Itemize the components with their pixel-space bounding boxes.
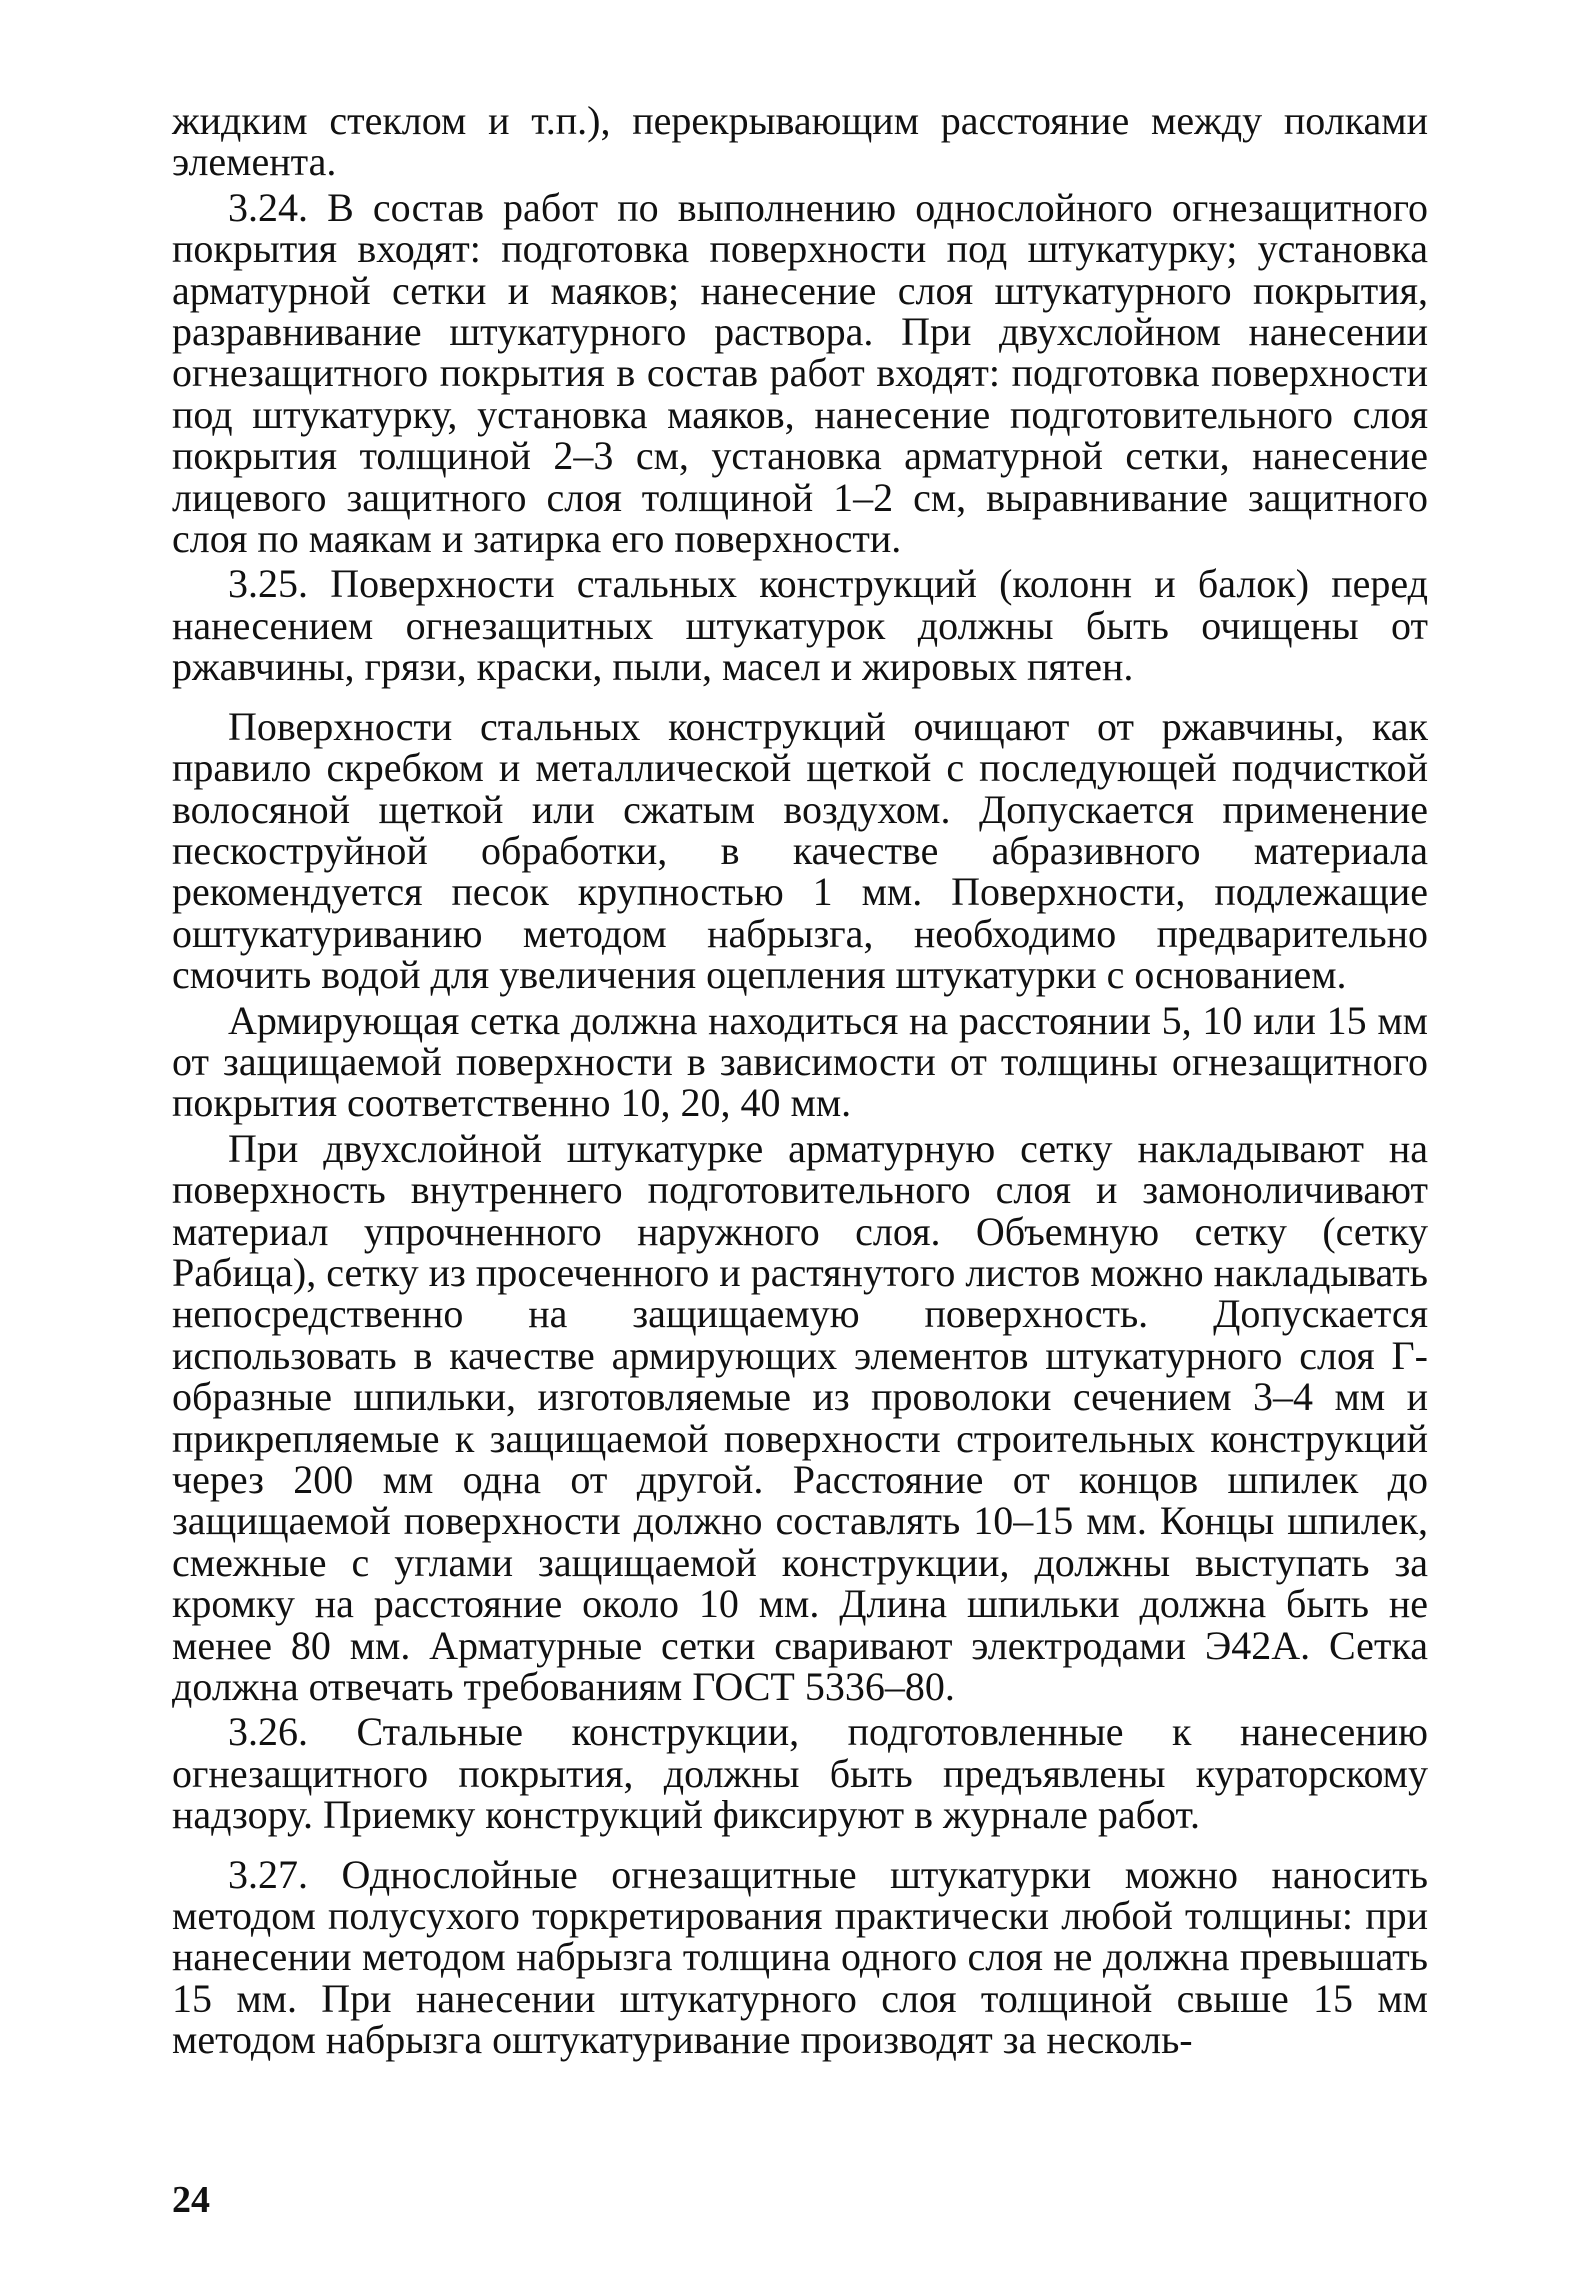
paragraph-surface-cleaning: Поверхности стальных конструкций очищают от ржавчины, как правило скребком и металлической щеткой с последующей подчисткой волосяной щеткой или сжатым воздухом. Допускается применение пескоструйной обработки, в качестве абразивного материала рекомендуется песок крупностью 1 мм. Поверхности, подлежащие оштукатуриванию методом набрызга, необходимо предварительно смочить водой для увеличения оцепления штукатурки с основанием. bbox=[172, 703, 1428, 998]
paragraph-two-layer-plaster: При двухслойной штукатурке арматурную сетку накладывают на поверхность внутреннего подготовительного слоя и замоноличивают материал упрочненного наружного слоя. Объемную сетку (сетку Рабица), сетку из просеченного и растянутого листов можно накладывать непосредственно на защищаемую поверхность. Допускается использовать в качестве армирующих элементов штукатурного слоя Г-образные шпильки, изготовляемые из проволоки сечением 3–4 мм и прикрепляемые к защищаемой поверхности строительных конструкций через 200 мм одна от другой. Расстояние от концов шпилек до защищаемой поверхности должно составлять 10–15 мм. Концы шпилек, смежные с углами защищаемой конструкции, должны выступать за кромку на расстояние около 10 мм. Длина шпильки должна быть не менее 80 мм. Арматурные сетки сваривают электродами Э42А. Сетка должна отвечать требованиям ГОСТ 5336–80. bbox=[172, 1125, 1428, 1710]
paragraph-3-24: 3.24. В состав работ по выполнению однослойного огнезащитного покрытия входят: подготовка поверхности под штукатурку; установка арматурной сетки и маяков; нанесение слоя штукатурного покрытия, разравнивание штукатурного раствора. При двухслойном нанесении огнезащитного покрытия в состав работ входят: подготовка поверхности под штукатурку, установка маяков, нанесение подготовительного слоя покрытия толщиной 2–3 см, установка арматурной сетки, нанесение лицевого защитного слоя толщиной 1–2 см, выравнивание защитного слоя по маякам и затирка его поверхности. bbox=[172, 184, 1428, 562]
paragraph-reinforcing-mesh: Армирующая сетка должна находиться на расстоянии 5, 10 или 15 мм от защищаемой поверхности в зависимости от толщины огнезащитного покрытия соответственно 10, 20, 40 мм. bbox=[172, 997, 1428, 1126]
paragraph-continuation: жидким стеклом и т.п.), перекрывающим расстояние между полками элемента. bbox=[172, 98, 1428, 185]
body-text bbox=[172, 100, 1428, 2065]
paragraph-3-27: 3.27. Однослойные огнезащитные штукатурки можно наносить методом полусухого торкретирования практически любой толщины: при нанесении методом набрызга толщина одного слоя не должна превышать 15 мм. При нанесении штукатурного слоя толщиной свыше 15 мм методом набрызга оштукатуривание производят за несколь- bbox=[172, 1851, 1428, 2063]
paragraph-3-26: 3.26. Стальные конструкции, подготовленные к нанесению огнезащитного покрытия, должны быть предъявлены кураторскому надзору. Приемку конструкций фиксируют в журнале работ. bbox=[172, 1709, 1428, 1838]
page-number: 24 bbox=[172, 2179, 210, 2221]
paragraph-3-25: 3.25. Поверхности стальных конструкций (колонн и балок) перед нанесением огнезащитных штукатурок должны быть очищены от ржавчины, грязи, краски, пыли, масел и жировых пятен. bbox=[172, 561, 1428, 690]
